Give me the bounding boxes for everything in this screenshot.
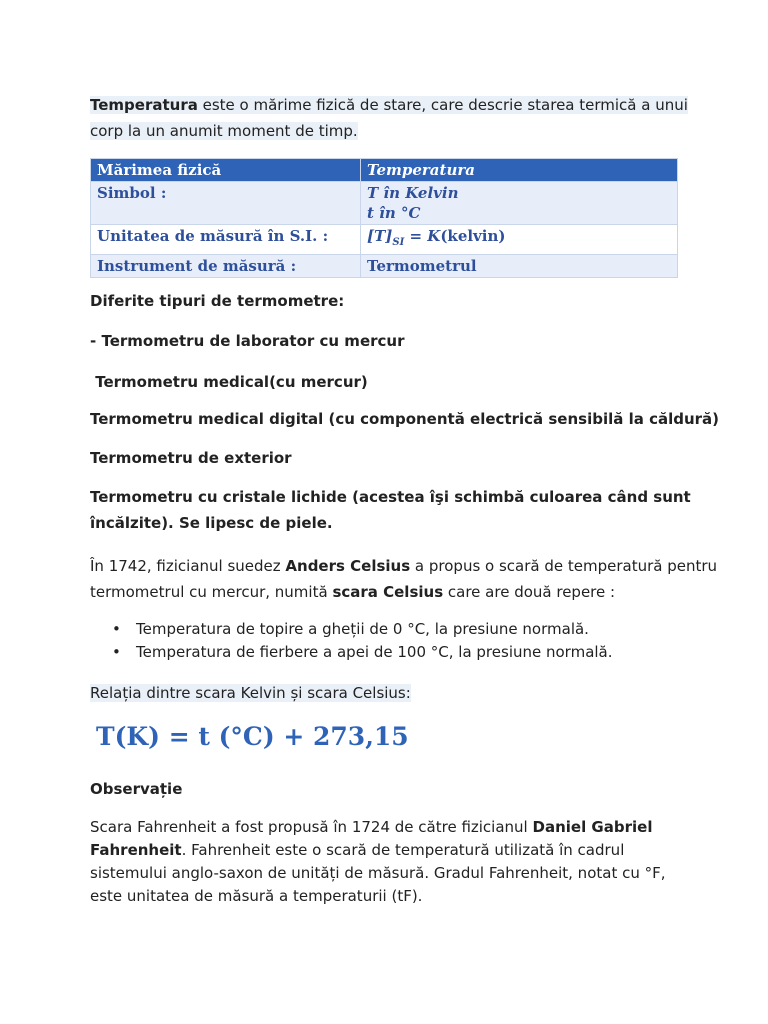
fahrenheit-name: Daniel Gabriel Fahrenheit: [90, 818, 653, 859]
intro-term: Temperatura: [90, 96, 198, 114]
kelvin-celsius-formula: T(K) = t (°C) + 273,15: [96, 722, 409, 751]
table-header-cell: Temperatura: [361, 159, 678, 182]
celsius-text: care are două repere :: [443, 583, 616, 601]
bullet-icon: •: [112, 643, 121, 661]
list-item: Termometru de exterior: [90, 449, 292, 467]
fahrenheit-paragraph: [90, 816, 690, 908]
quantity-table: [90, 158, 678, 278]
lcd-paragraph: [90, 484, 691, 536]
observation-heading: Observație: [90, 780, 183, 798]
list-item: Termometru medical digital (cu componentă electrică sensibilă la căldură): [90, 410, 720, 428]
unit-kelvin: (kelvin): [440, 227, 506, 245]
table-cell-value: Termometrul: [361, 255, 678, 278]
lcd-line2a: încălzite): [90, 514, 169, 532]
celsius-paragraph: [90, 553, 717, 605]
reference-points-list: [110, 618, 613, 664]
symbol-kelvin: T în Kelvin: [367, 184, 459, 202]
fahrenheit-text: . Fahrenheit este o scară de temperatură utilizată în cadrul sistemului anglo-saxon de unități de măsură. Gradul Fahrenheit, notat cu °F, este unitatea de măsură a temperaturii (tF).: [90, 841, 666, 905]
table-row: [91, 225, 678, 255]
list-item: - Termometru de laborator cu mercur: [90, 332, 405, 350]
table-cell-value: [361, 225, 678, 255]
relation-line: [90, 680, 411, 706]
bullet-text: Temperatura de topire a gheții de 0 °C, la presiune normală.: [136, 620, 589, 638]
lcd-line2b: . Se lipesc de piele.: [168, 514, 333, 532]
list-item: [110, 618, 613, 641]
unit-bracket: [T]: [367, 227, 393, 245]
intro-line1: este o mărime fizică de stare, care descrie starea termică a unui: [197, 96, 688, 114]
unit-k: = K: [404, 227, 441, 245]
celsius-name: Anders Celsius: [285, 557, 411, 575]
list-item: [110, 641, 613, 664]
fahrenheit-text: Scara Fahrenheit a fost propusă în 1724 de către fizicianul: [90, 818, 533, 836]
celsius-text: a propus o scară de temperatură pentru: [410, 557, 718, 575]
table-header-row: [91, 159, 678, 182]
bullet-icon: •: [112, 620, 121, 638]
symbol-celsius: t în °C: [367, 204, 421, 222]
bullet-text: Temperatura de fierbere a apei de 100 °C, la presiune normală.: [136, 643, 613, 661]
table-cell-value: [361, 182, 678, 225]
celsius-scale: scara Celsius: [332, 583, 444, 601]
table-row: [91, 182, 678, 225]
list-item: Termometru medical(cu mercur): [90, 373, 368, 391]
intro-paragraph: [90, 92, 688, 144]
table-cell-label: Simbol :: [91, 182, 361, 225]
celsius-text: În 1742, fizicianul suedez: [90, 557, 286, 575]
types-heading: Diferite tipuri de termometre:: [90, 292, 345, 310]
table-cell-label: Unitatea de măsură în S.I. :: [91, 225, 361, 255]
table-header-cell: Mărimea fizică: [91, 159, 361, 182]
table-cell-label: Instrument de măsură :: [91, 255, 361, 278]
table-row: [91, 255, 678, 278]
unit-sub: SI: [392, 237, 405, 248]
intro-line2: corp la un anumit moment de timp.: [90, 122, 358, 140]
celsius-text: termometrul cu mercur, numită: [90, 583, 333, 601]
lcd-line1: Termometru cu cristale lichide (acestea îşi schimbă culoarea când sunt: [90, 488, 691, 506]
relation-text: Relația dintre scara Kelvin și scara Celsius:: [90, 684, 411, 702]
